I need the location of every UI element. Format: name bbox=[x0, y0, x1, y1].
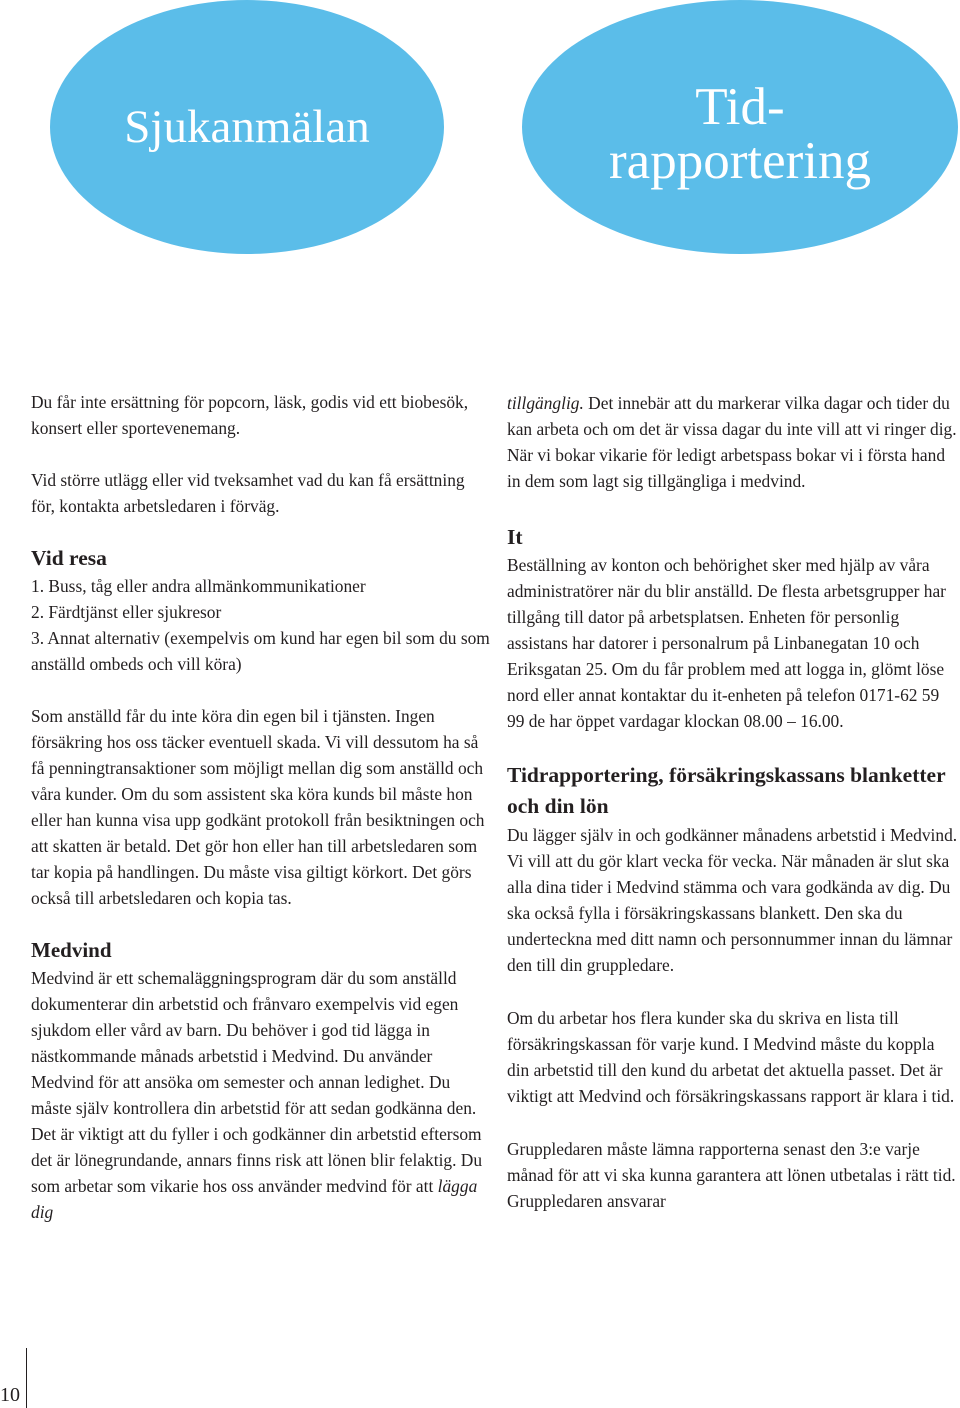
tid-body-2: Om du arbetar hos flera kunder ska du skriva en lista till försäkringskassan för varje kund. I Medvind måste du koppla din arbetstid till den kund du arbetat det aktuella passet. Det är viktigt att Medvind och försäkringskassans rapport är klara i tid. bbox=[507, 1008, 955, 1106]
tid-heading: Tidrapportering, försäkringskassans blanketter och din lön bbox=[507, 763, 946, 818]
medvind-body-italic: lägga dig bbox=[31, 1176, 478, 1222]
it-heading: It bbox=[507, 525, 523, 549]
continuation-body: Det innebär att du markerar vilka dagar och tider du kan arbeta och om det är vissa dagar du inte vill att vi ringer dig. När vi bokar vikarie för ledigt arbetspass bokar vi i första hand in dem som lagt sig tillgängliga i medvind. bbox=[507, 393, 957, 491]
medvind-body-paragraph bbox=[31, 965, 491, 1225]
left-column bbox=[31, 389, 491, 1225]
intro-paragraph-1: Du får inte ersättning för popcorn, läsk, godis vid ett biobesök, konsert eller sportevenemang. bbox=[31, 392, 469, 438]
header-title-left: Sjukanmälan bbox=[124, 101, 370, 153]
header-oval-sjukanmalan bbox=[50, 0, 444, 254]
tid-body-1: Du lägger själv in och godkänner månadens arbetstid i Medvind. Vi vill att du gör klart vecka för vecka. När månaden är slut ska alla dina tider i Medvind stämma och vara godkända av dig. Du ska också fylla i försäkringskassans blankett. Den ska du underteckna med ditt namn och personnummer innan du lämnar den till din gruppledare. bbox=[507, 825, 958, 975]
header-oval-tidrapportering bbox=[522, 0, 958, 254]
intro-paragraph-2: Vid större utlägg eller vid tveksamhet vad du kan få ersättning för, kontakta arbetsledaren i förväg. bbox=[31, 470, 465, 516]
travel-item-2: 2. Färdtjänst eller sjukresor bbox=[31, 602, 222, 622]
right-column bbox=[507, 390, 959, 1214]
medvind-body: Medvind är ett schemaläggningsprogram där du som anställd dokumenterar din arbetstid och frånvaro exempelvis vid egen sjukdom eller vård av barn. Du behöver i god tid lägga in nästkommande månads arbetstid i Medvind. Du använder Medvind för att ansöka om semester och annan ledighet. Du måste själv kontrollera din arbetstid för att sedan godkänna den. Det är viktigt att du fyller i och godkänner din arbetstid eftersom det är lönegrundande, annars finns risk att lönen blir felaktig. Du som arbetar som vikarie hos oss använder medvind för att bbox=[31, 968, 483, 1196]
page-number: 10 bbox=[0, 1384, 20, 1406]
tid-body-3: Gruppledaren måste lämna rapporterna senast den 3:e varje månad för att vi ska kunna garantera att lönen utbetalas i rätt tid. Gruppledaren ansvarar bbox=[507, 1139, 956, 1211]
header-title-right-line1: Tid- bbox=[695, 78, 785, 136]
travel-heading: Vid resa bbox=[31, 546, 107, 570]
medvind-heading: Medvind bbox=[31, 938, 112, 962]
it-body: Beställning av konton och behörighet sker med hjälp av våra administratörer när du blir anställd. De flesta arbetsgrupper har tillgång till dator på arbetsplatsen. Enheten för personlig assistans har datorer i personalrum på Linbanegatan 10 och Eriksgatan 25. Om du får problem med att logga in, glömt löse nord eller annat kontaktar du it-enheten på telefon 0171-62 59 99 de har öppet vardagar klockan 08.00 – 16.00. bbox=[507, 555, 946, 731]
page-divider-vertical bbox=[26, 1348, 27, 1408]
continuation-paragraph bbox=[507, 390, 959, 494]
travel-body: Som anställd får du inte köra din egen bil i tjänsten. Ingen försäkring hos oss täcker eventuell skada. Vi vill dessutom ha så få penningtransaktioner som möjligt mellan dig som anställd och våra kunder. Om du som assistent ska köra kunds bil måste hon eller han kunna visa upp godkänt protokoll från besiktningen och att skatten är betald. Det gör hon eller han till arbetsledaren som tar kopia på handlingen. Du måste visa giltigt körkort. Det görs också till arbetsledaren och kopia tas. bbox=[31, 706, 485, 908]
continuation-italic: tillgänglig. bbox=[507, 393, 584, 413]
header-title-right-line2: rapportering bbox=[609, 132, 871, 190]
travel-item-1: 1. Buss, tåg eller andra allmänkommunikationer bbox=[31, 576, 366, 596]
travel-item-3: 3. Annat alternativ (exempelvis om kund har egen bil som du som anställd ombeds och vill köra) bbox=[31, 628, 490, 674]
header-title-right bbox=[609, 80, 871, 188]
